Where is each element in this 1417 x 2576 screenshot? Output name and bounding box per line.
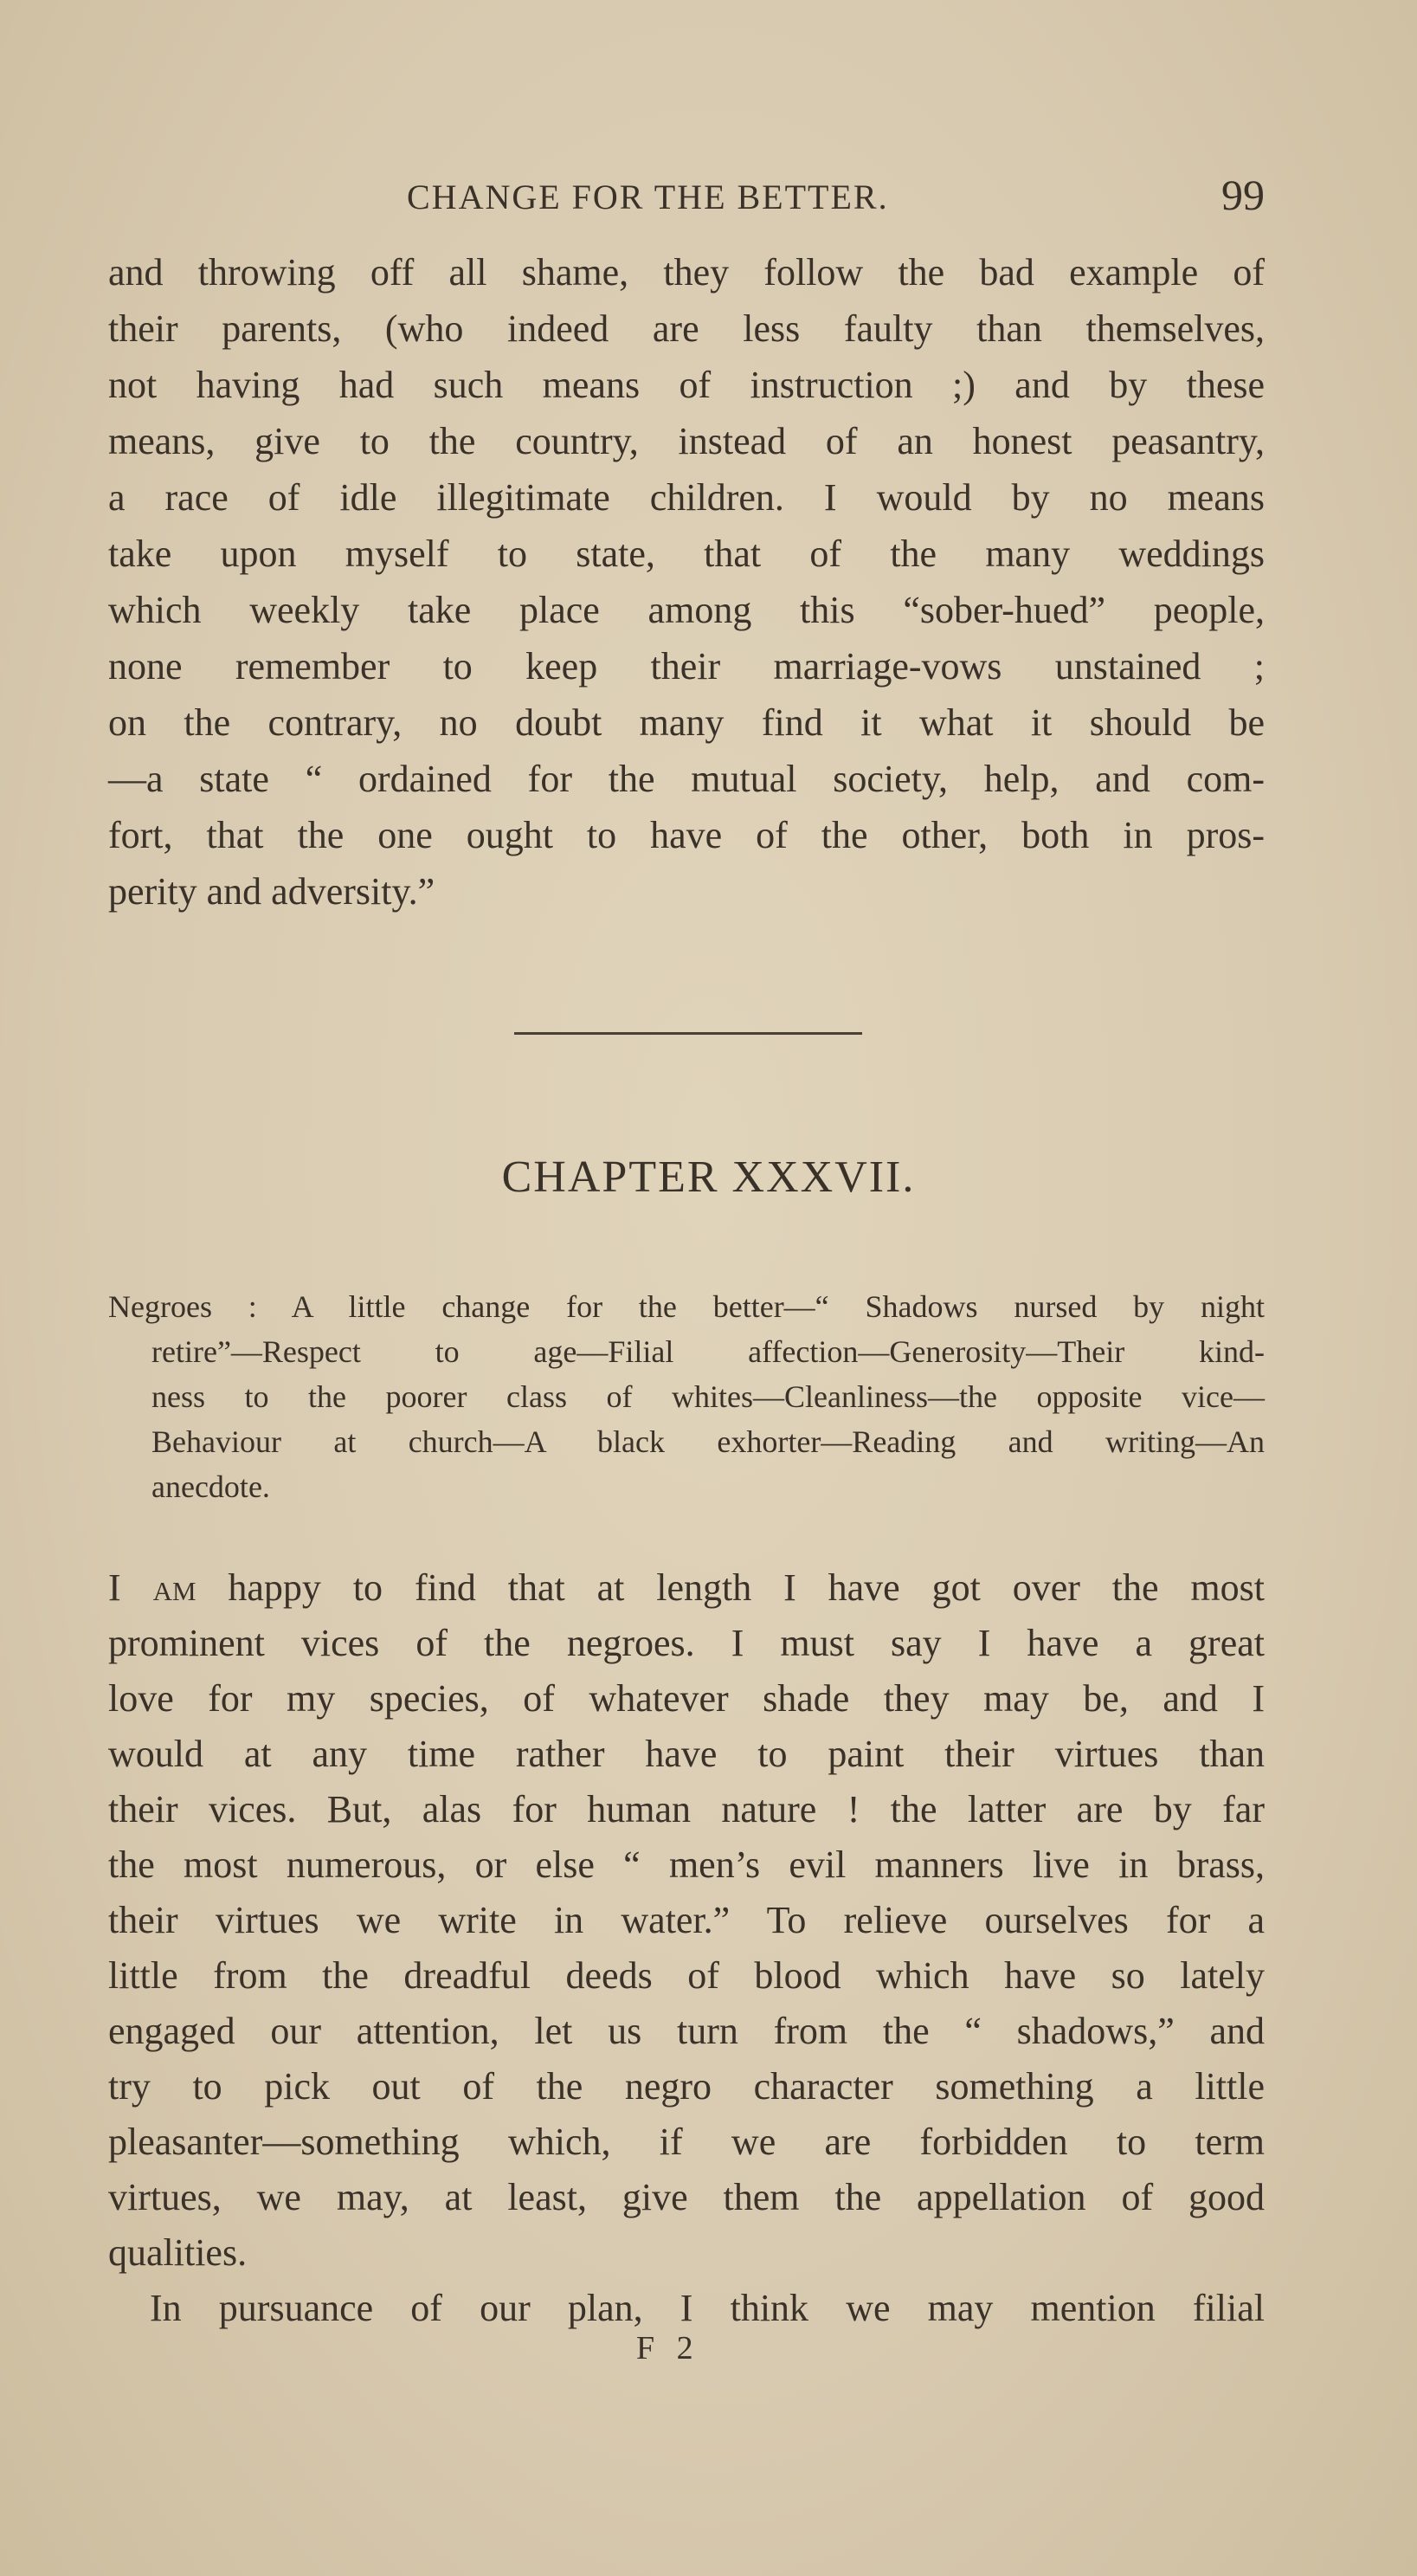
- text-line: anecdote.: [151, 1469, 270, 1504]
- text-line: Behaviour at church—A black exhorter—Reading and writing—An: [151, 1424, 1265, 1459]
- text-line: I am happy to find that at length I have got over the most: [108, 1566, 1266, 1609]
- section-divider: [514, 1032, 862, 1035]
- text-line: perity and adversity.”: [108, 870, 435, 913]
- text-line: their virtues we write in water.” To relieve ourselves for a: [108, 1899, 1265, 1941]
- text-line: their vices. But, alas for human nature ! the latter are by far: [108, 1788, 1265, 1830]
- text-line: would at any time rather have to paint their virtues than: [108, 1733, 1265, 1775]
- text-line: try to pick out of the negro character something a little: [108, 2065, 1265, 2108]
- page-header: [108, 170, 1265, 222]
- text-line: Negroes : A little change for the better—“ Shadows nursed by night: [108, 1289, 1265, 1324]
- text-line: little from the dreadful deeds of blood which have so lately: [108, 1954, 1265, 1997]
- signature-mark: F 2: [636, 2330, 700, 2366]
- text-line: pleasanter—something which, if we are forbidden to term: [108, 2121, 1265, 2163]
- text-line: none remember to keep their marriage-vows unstained ;: [108, 645, 1265, 688]
- text-line: the most numerous, or else “ men’s evil manners live in brass,: [108, 1843, 1265, 1886]
- text-line: engaged our attention, let us turn from the “ shadows,” and: [108, 2010, 1265, 2052]
- chapter-title: CHAPTER XXXVII.: [501, 1152, 916, 1202]
- text-line: virtues, we may, at least, give them the appellation of good: [108, 2176, 1265, 2218]
- text-line: their parents, (who indeed are less faulty than themselves,: [108, 307, 1265, 350]
- text-line: qualities.: [108, 2231, 248, 2274]
- text-line: retire”—Respect to age—Filial affection—Generosity—Their kind-: [151, 1334, 1265, 1369]
- text-line: take upon myself to state, that of the many weddings: [108, 533, 1265, 575]
- paragraph-1: [108, 244, 1265, 920]
- text-line: and throwing off all shame, they follow the bad example of: [108, 251, 1265, 294]
- text-line: In pursuance of our plan, I think we may mention filial: [150, 2287, 1265, 2329]
- text-line: love for my species, of whatever shade they may be, and I: [108, 1677, 1265, 1720]
- text-line: not having had such means of instruction ;) and by these: [108, 364, 1265, 406]
- text-line: ness to the poorer class of whites—Cleanliness—the opposite vice—: [151, 1379, 1265, 1414]
- text-line: a race of idle illegitimate children. I would by no means: [108, 476, 1265, 519]
- text-line: on the contrary, no doubt many find it what it should be: [108, 701, 1265, 744]
- running-title: CHANGE FOR THE BETTER.: [407, 178, 889, 216]
- text-line: which weekly take place among this “sober-hued” people,: [108, 589, 1265, 631]
- chapter-synopsis: [108, 1284, 1265, 1509]
- text-line: fort, that the one ought to have of the other, both in pros-: [108, 814, 1265, 856]
- paragraph-2: [108, 1560, 1265, 2336]
- text-line: —a state “ ordained for the mutual society, help, and com-: [108, 758, 1265, 800]
- page-number: 99: [1221, 171, 1265, 219]
- text-line: means, give to the country, instead of an honest peasantry,: [108, 420, 1265, 462]
- text-line: prominent vices of the negroes. I must say I have a great: [108, 1622, 1265, 1664]
